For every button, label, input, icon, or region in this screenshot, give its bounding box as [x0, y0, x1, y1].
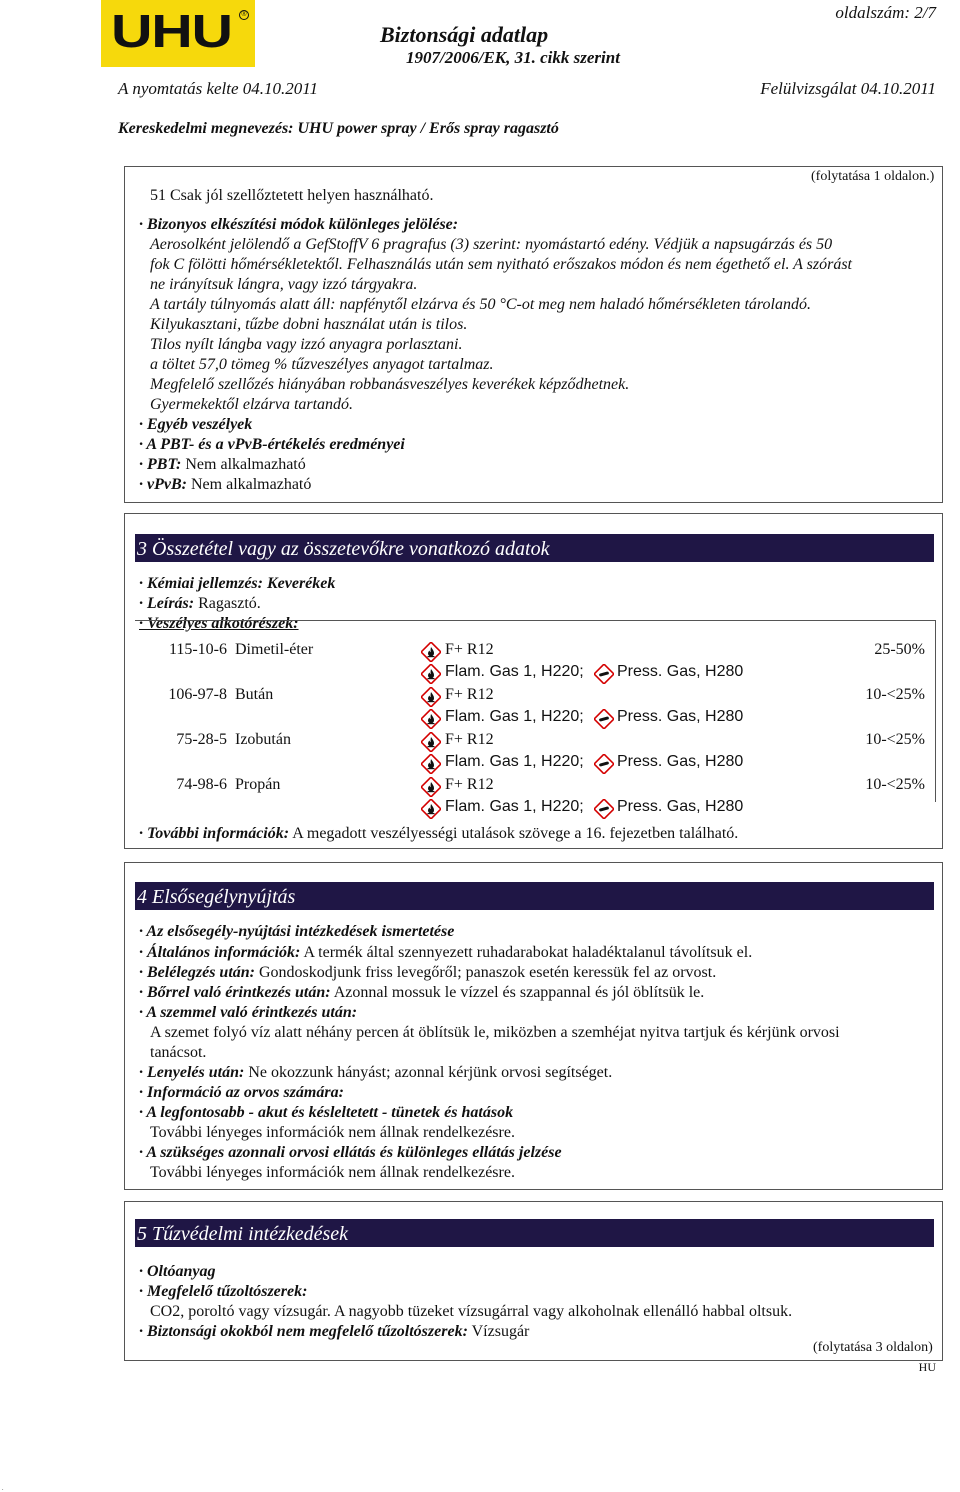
classification-clp-flam: Flam. Gas 1, H220; — [445, 708, 584, 725]
inhalation-line — [139, 963, 716, 982]
suitable-media-value: CO2, poroltó vagy vízsugár. A nagyobb tüzeket vízsugárral vagy alkoholnak ellenálló habbal oltsuk. — [150, 1303, 793, 1320]
description-line — [139, 594, 261, 613]
vpvb-value: Nem alkalmazható — [190, 476, 312, 493]
component-name: Izobután — [235, 731, 291, 748]
classification-r: F+ R12 — [445, 641, 494, 658]
treatment-label: · A szükséges azonnali orvosi ellátás és különleges ellátás jelzése — [139, 1144, 562, 1161]
cas-number: 115-10-6 — [168, 641, 227, 658]
section-5-heading: 5 Tűzvédelmi intézkedések — [135, 1219, 934, 1247]
pbt-label: · PBT: — [139, 456, 182, 473]
first-aid-description: · Az elsősegély-nyújtási intézkedések ismertetése — [139, 923, 455, 940]
unsuitable-media-value: Vízsugár — [471, 1323, 530, 1340]
doctor-info-label: · Információ az orvos számára: — [139, 1084, 344, 1101]
trade-name: Kereskedelmi megnevezés: UHU power spray / Erős spray ragasztó — [118, 120, 559, 137]
section-5 — [124, 1201, 943, 1361]
classification-r: F+ R12 — [445, 686, 494, 703]
concentration: 10-<25% — [865, 686, 925, 703]
classification-clp-press: Press. Gas, H280 — [617, 663, 744, 680]
pbt-line — [139, 455, 306, 474]
general-info-value: A termék által szennyezett ruhadarabokat haladéktalanul távolítsuk el. — [303, 944, 753, 961]
suitable-media-label: · Megfelelő tűzoltószerek: — [139, 1283, 308, 1300]
text-line: Aerosolként jelölendő a GefStoffV 6 pragrafus (3) szerint: nyomástartó edény. Védjük a napsugárzás és 50 — [150, 236, 833, 253]
pbt-value: Nem alkalmazható — [185, 456, 306, 473]
classification-clp-flam: Flam. Gas 1, H220; — [445, 798, 584, 815]
skin-contact-line — [139, 983, 704, 1002]
further-info-line — [139, 824, 738, 843]
print-date: A nyomtatás kelte 04.10.2011 — [118, 79, 319, 98]
classification-clp-flam: Flam. Gas 1, H220; — [445, 753, 584, 770]
section-3-heading: 3 Összetétel vagy az összetevőkre vonatkozó adatok — [135, 534, 934, 562]
table-row — [135, 774, 933, 819]
section-3 — [124, 513, 943, 849]
corner-dot: . — [2, 1486, 4, 1492]
component-name: Bután — [235, 686, 274, 703]
special-labelling: · Bizonyos elkészítési módok különleges jelölése: — [139, 216, 459, 233]
classification-r: F+ R12 — [445, 776, 494, 793]
cas-number: 74-98-6 — [176, 776, 227, 793]
component-name: Dimetil-éter — [235, 641, 314, 658]
general-info-line — [139, 943, 752, 962]
concentration: 10-<25% — [865, 731, 925, 748]
further-info-value: A megadott veszélyességi utalások szövege a 16. fejezetben található. — [292, 825, 739, 842]
table-row — [135, 729, 933, 774]
components-table — [135, 620, 936, 815]
description-label: · Leírás: — [139, 595, 195, 612]
text-line: ne irányítsuk lángra, vagy izzó tárgyakra. — [150, 276, 418, 293]
skin-contact-label: · Bőrrel való érintkezés után: — [139, 984, 331, 1001]
further-info-label: · További információk: — [139, 825, 290, 842]
line-51: 51 Csak jól szellőztetett helyen használható. — [150, 187, 434, 204]
gas-cylinder-icon — [594, 799, 614, 824]
inhalation-label: · Belélegzés után: — [139, 964, 255, 981]
concentration: 25-50% — [874, 641, 925, 658]
language-code: HU — [918, 1360, 936, 1374]
eye-contact-label: · A szemmel való érintkezés után: — [139, 1004, 358, 1021]
classification-clp-flam: Flam. Gas 1, H220; — [445, 663, 584, 680]
ingestion-value: Ne okozzunk hányást; azonnal kérjünk orvosi segítséget. — [248, 1064, 613, 1081]
logo-text: UHU — [111, 5, 232, 57]
text-line: Tilos nyílt lángba vagy izzó anyagra porlasztani. — [150, 336, 463, 353]
treatment-value: További lényeges információk nem állnak rendelkezésre. — [150, 1164, 515, 1181]
cas-number: 75-28-5 — [176, 731, 227, 748]
continued-to: (folytatása 3 oldalon) — [813, 1340, 933, 1355]
other-hazards: · Egyéb veszélyek — [139, 416, 253, 433]
document-title: Biztonsági adatlap — [380, 22, 549, 47]
uhu-logo — [101, 0, 255, 67]
table-row — [135, 684, 933, 729]
cas-number: 106-97-8 — [168, 686, 227, 703]
description-value: Ragasztó. — [198, 595, 261, 612]
classification-r: F+ R12 — [445, 731, 494, 748]
review-date: Felülvizsgálat 04.10.2011 — [760, 79, 936, 98]
eye-contact-text: A szemet folyó víz alatt néhány percen át öblítsük le, miközben a szemhéjat nyitva tartjuk és kérjünk orvosi — [150, 1024, 840, 1041]
symptoms-label: · A legfontosabb - akut és késleltetett - tünetek és hatások — [139, 1104, 514, 1121]
continued-from: (folytatása 1 oldalon.) — [811, 169, 935, 184]
ingestion-line — [139, 1063, 612, 1082]
symptoms-value: További lényeges információk nem állnak rendelkezésre. — [150, 1124, 515, 1141]
flame-icon — [421, 799, 441, 824]
text-line: Kilyukasztani, tűzbe dobni használat után is tilos. — [150, 316, 468, 333]
chemical-characterization: · Kémiai jellemzés: Keverékek — [139, 575, 336, 592]
extinguishing-media-label: · Oltóanyag — [139, 1263, 216, 1280]
dangerous-components-label: · Veszélyes alkotórészek: — [139, 615, 299, 632]
unsuitable-media-label: · Biztonsági okokból nem megfelelő tűzoltószerek: — [139, 1323, 468, 1340]
section-4 — [124, 862, 943, 1190]
section-2-continued — [124, 166, 943, 503]
ingestion-label: · Lenyelés után: — [139, 1064, 245, 1081]
classification-clp-press: Press. Gas, H280 — [617, 708, 744, 725]
section-4-heading: 4 Elsősegélynyújtás — [135, 882, 934, 910]
vpvb-label: · vPvB: — [139, 476, 187, 493]
registered-mark: ® — [239, 10, 249, 20]
pbt-results: · A PBT- és a vPvB-értékelés eredményei — [139, 436, 405, 453]
document-subtitle: 1907/2006/EK, 31. cikk szerint — [406, 48, 620, 67]
page-number: oldalszám: 2/7 — [835, 3, 936, 22]
inhalation-value: Gondoskodjunk friss levegőről; panaszok esetén keressük fel az orvost. — [259, 964, 717, 981]
text-line: a töltet 57,0 tömeg % tűzveszélyes anyagot tartalmaz. — [150, 356, 494, 373]
general-info-label: · Általános információk: — [139, 944, 301, 961]
skin-contact-value: Azonnal mossuk le vízzel és szappannal és jól öblítsük le. — [333, 984, 705, 1001]
eye-contact-text: tanácsot. — [150, 1044, 207, 1061]
text-line: Gyermekektől elzárva tartandó. — [150, 396, 354, 413]
text-line: A tartály túlnyomás alatt áll: napfénytől elzárva és 50 °C-ot meg nem haladó hőmérsékleten tárolandó. — [150, 296, 811, 313]
classification-clp-press: Press. Gas, H280 — [617, 798, 744, 815]
vpvb-line — [139, 475, 311, 494]
text-line: fok C fölötti hőmérsékletektől. Felhasználás után sem nyitható erőszakos módon és nem égethető el. A szórást — [150, 256, 852, 273]
table-row — [135, 639, 933, 684]
concentration: 10-<25% — [865, 776, 925, 793]
unsuitable-media-line — [139, 1322, 529, 1341]
text-line: Megfelelő szellőzés hiányában robbanásveszélyes keverékek képződhetnek. — [150, 376, 630, 393]
classification-clp-press: Press. Gas, H280 — [617, 753, 744, 770]
component-name: Propán — [235, 776, 281, 793]
